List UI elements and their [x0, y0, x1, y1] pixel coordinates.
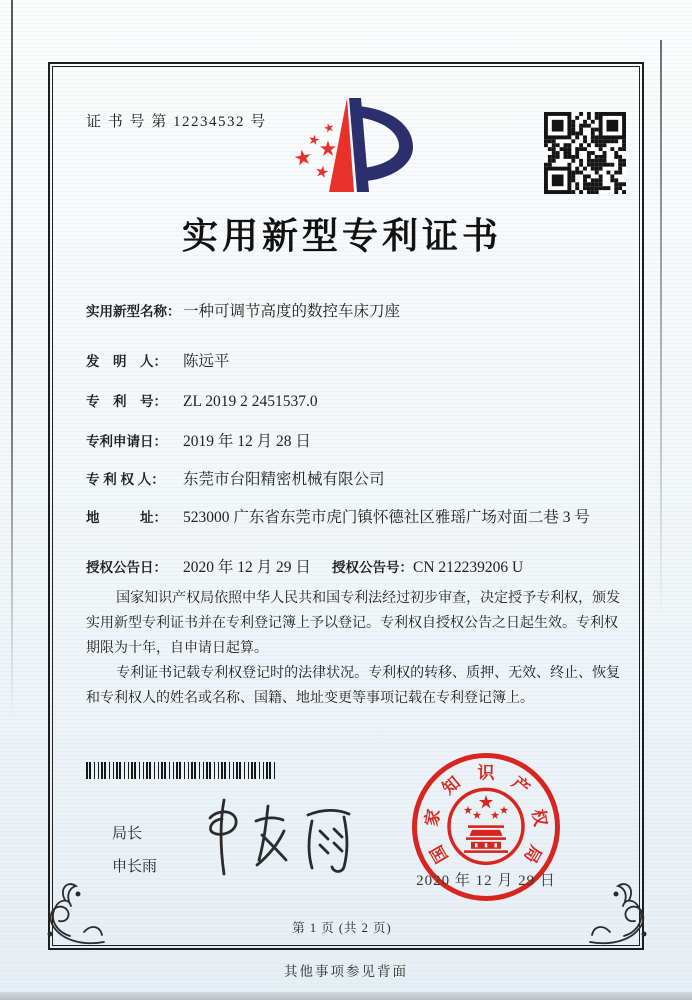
- certificate-number: 证 书 号 第 12234532 号: [86, 114, 267, 130]
- back-side-note: 其他事项参见背面: [284, 964, 408, 979]
- field-row-patentee: [86, 468, 631, 491]
- grant-number-pair: [332, 556, 523, 579]
- grant-date-value: 2020 年 12 月 29 日: [183, 559, 311, 576]
- grant-date-label: 授权公告日：: [86, 560, 167, 575]
- cnipa-logo-icon: [272, 92, 422, 204]
- field-label: 专 利 号：: [86, 394, 167, 409]
- field-label: 地 址：: [86, 510, 167, 525]
- grant-number-label: 授权公告号：: [332, 560, 413, 575]
- director-title: 局长: [112, 825, 143, 842]
- paragraph-grant-statement: 国家知识产权局依照中华人民共和国专利法经过初步审查，决定授予专利权，颁发实用新型专利证书并在专利登记簿上予以登记。专利权自授权公告之日起生效。专利权期限为十年，自申请日起算。: [86, 591, 621, 656]
- seal-char: 局: [520, 841, 546, 867]
- field-value: 一种可调节高度的数控车床刀座: [183, 303, 401, 320]
- grant-row: [86, 556, 631, 579]
- seal-char: 知: [438, 772, 464, 799]
- field-value: 东莞市台阳精密机械有限公司: [183, 471, 385, 488]
- seal-char: 权: [528, 807, 551, 828]
- body-paragraphs: [86, 586, 624, 711]
- national-emblem-icon: [444, 783, 528, 867]
- seal-char: 家: [421, 807, 444, 828]
- field-label: 专利申请日：: [86, 434, 167, 449]
- paragraph-legal-status: 专利证书记载专利权登记时的法律状况。专利权的转移、质押、无效、终止、恢复和专利权人的姓名或名称、国籍、地址变更等事项记载在专利登记簿上。: [86, 666, 621, 706]
- certificate-title: 实用新型专利证书: [181, 216, 502, 256]
- photo-edge-left: [11, 0, 13, 720]
- grant-number-value: CN 212239206 U: [413, 559, 524, 576]
- field-row-inventor: [86, 350, 631, 373]
- field-label: 专 利 权 人：: [86, 472, 165, 487]
- seal-char: 识: [477, 763, 495, 783]
- barcode: [86, 762, 276, 779]
- field-row-address: [86, 506, 631, 529]
- director-signature: [196, 788, 366, 880]
- field-row-patent-name: [86, 300, 631, 323]
- field-value: 陈远平: [183, 353, 230, 370]
- field-value: ZL 2019 2 2451537.0: [183, 393, 318, 410]
- page-number: 第 1 页 (共 2 页): [292, 921, 392, 935]
- seal-char: 产: [508, 772, 534, 799]
- seal-char: 国: [426, 841, 452, 867]
- photo-edge-bottom: [0, 992, 692, 1000]
- corner-flourish-icon: [38, 878, 110, 950]
- field-row-patent-number: [86, 390, 631, 413]
- field-row-filing-date: [86, 430, 631, 453]
- photo-edge-right: [660, 40, 662, 620]
- field-value: 523000 广东省东莞市虎门镇怀德社区雅瑶广场对面二巷 3 号: [183, 509, 590, 526]
- field-label: 发 明 人：: [86, 354, 167, 369]
- qr-code: [544, 112, 626, 194]
- field-value: 2019 年 12 月 28 日: [183, 433, 311, 450]
- field-label: 实用新型名称：: [86, 304, 181, 319]
- director-name: 申长雨: [112, 858, 158, 875]
- seal-date: 2020 年 12 月 29 日: [416, 873, 556, 889]
- corner-flourish-icon: [584, 878, 656, 950]
